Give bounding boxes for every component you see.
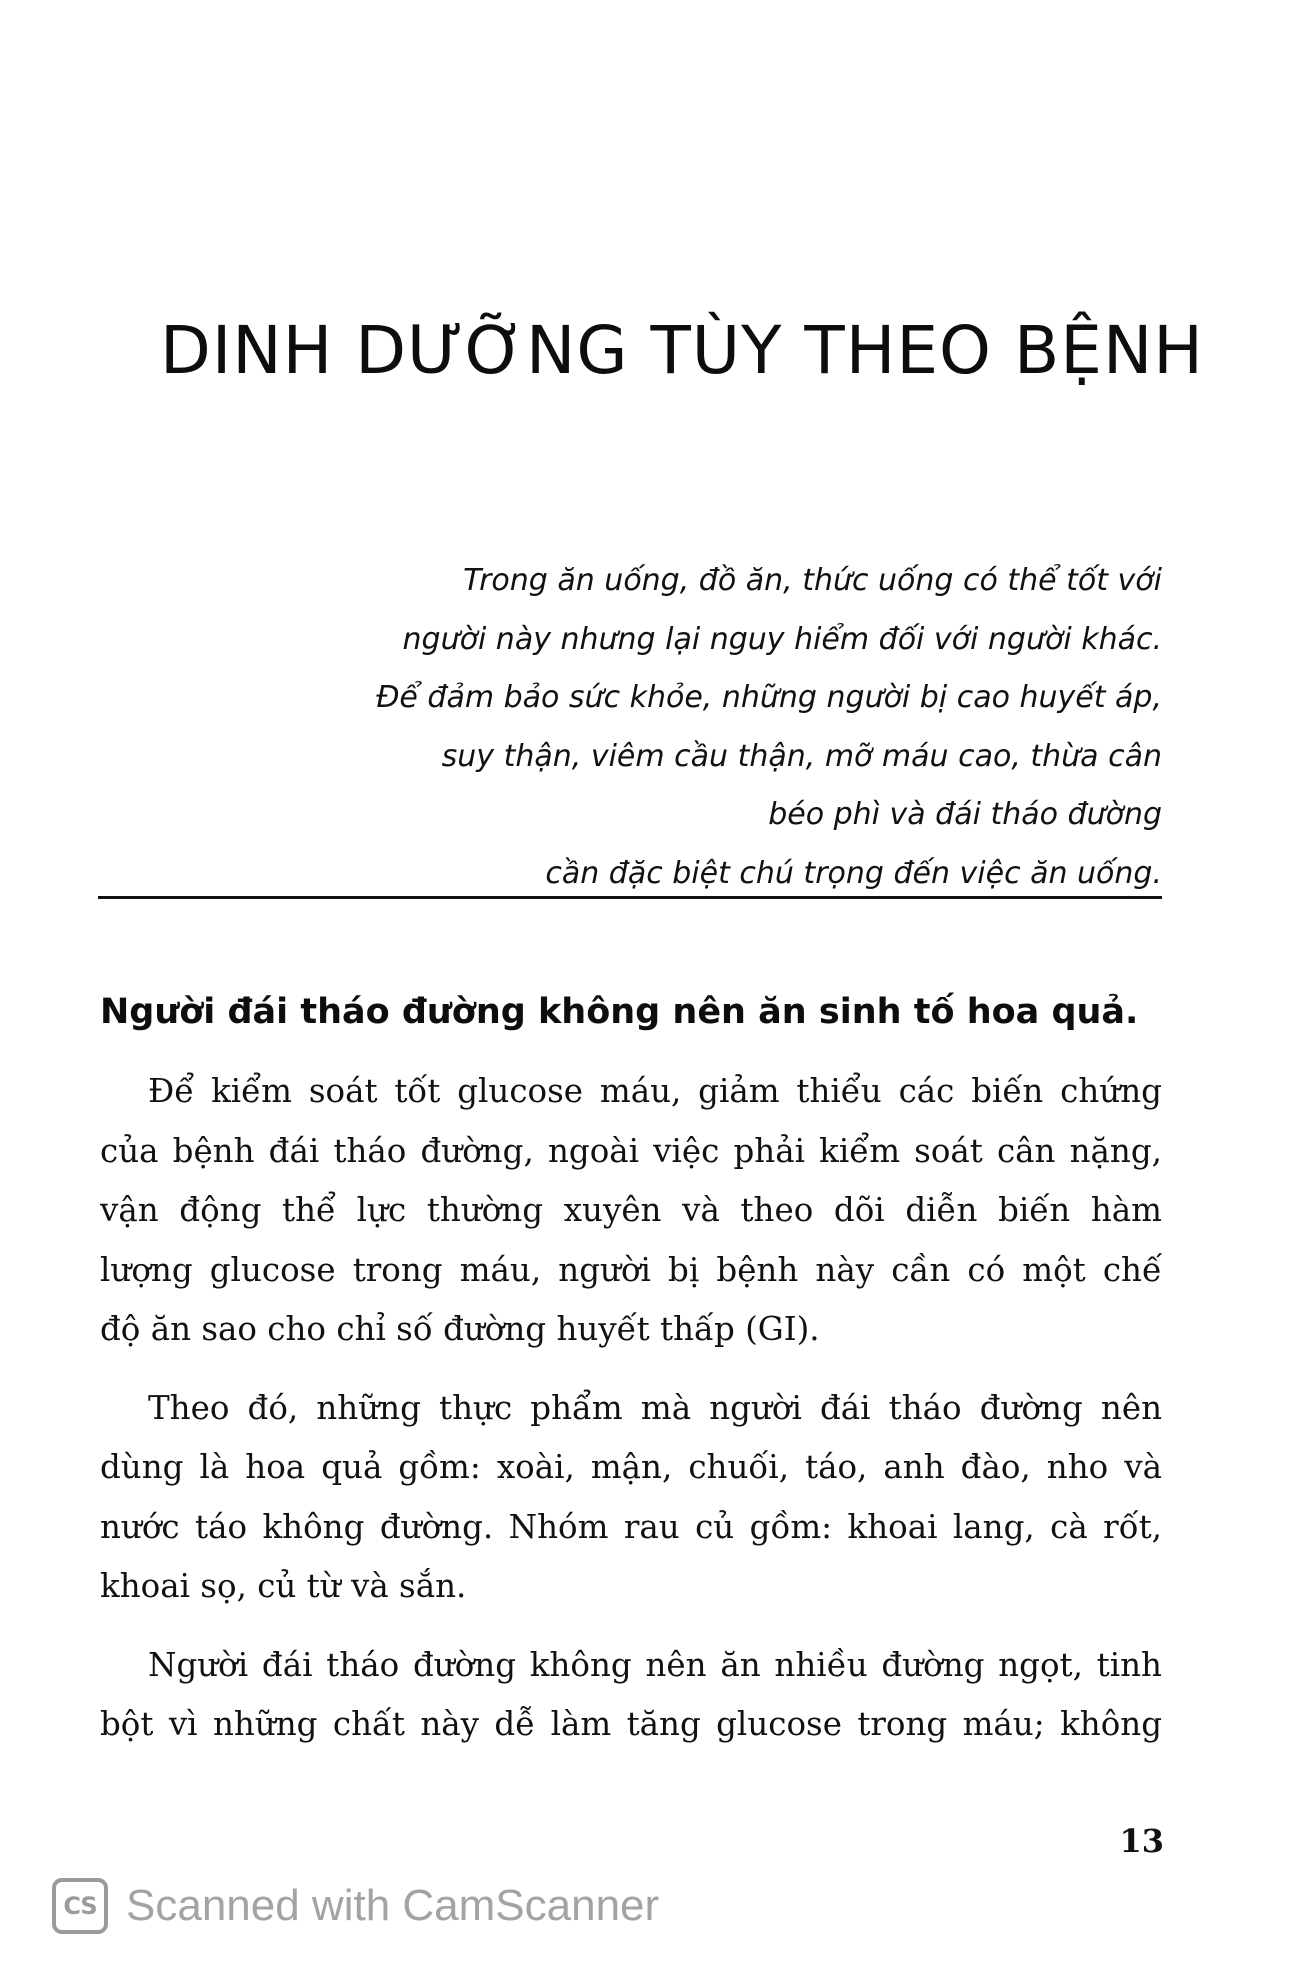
- paragraph-line: dùng là hoa quả gồm: xoài, mận, chuối, táo, anh đào, nho và: [100, 1448, 1162, 1486]
- chapter-title: DINH DƯỠNG TÙY THEO BỆNH: [160, 312, 1204, 389]
- watermark-text: Scanned with CamScanner: [126, 1881, 660, 1930]
- chapter-intro: [242, 552, 1162, 903]
- paragraph-line: nước táo không đường. Nhóm rau củ gồm: khoai lang, cà rốt,: [100, 1507, 1162, 1546]
- paragraph-line: của bệnh đái tháo đường, ngoài việc phải kiểm soát cân nặng,: [100, 1131, 1162, 1170]
- paragraph-line: lượng glucose trong máu, người bị bệnh này cần có một chế: [100, 1250, 1162, 1289]
- page-number: 13: [1119, 1822, 1164, 1860]
- paragraph-line: Người đái tháo đường không nên ăn nhiều đường ngọt, tinh: [148, 1645, 1162, 1684]
- intro-line: Trong ăn uống, đồ ăn, thức uống có thể tốt với: [463, 563, 1162, 598]
- scanner-watermark: [52, 1874, 659, 1938]
- section-heading: Người đái tháo đường không nên ăn sinh tố hoa quả.: [100, 992, 1139, 1032]
- camscanner-logo-icon: CS: [52, 1878, 108, 1934]
- paragraph-line: Theo đó, những thực phẩm mà người đái tháo đường nên: [148, 1388, 1162, 1427]
- paragraph-line: độ ăn sao cho chỉ số đường huyết thấp (GI).: [100, 1310, 820, 1348]
- intro-line: béo phì và đái tháo đường: [768, 797, 1162, 832]
- paragraph-line: bột vì những chất này dễ làm tăng glucose trong máu; không: [100, 1705, 1162, 1743]
- paragraph-line: vận động thể lực thường xuyên và theo dõi diễn biến hàm: [100, 1191, 1162, 1229]
- paragraph-line: Để kiểm soát tốt glucose máu, giảm thiểu các biến chứng: [148, 1072, 1162, 1110]
- section-divider: [98, 896, 1162, 899]
- body-text: [100, 1062, 1162, 1774]
- paragraph: [100, 1379, 1162, 1617]
- paragraph: [100, 1062, 1162, 1360]
- intro-line: Để đảm bảo sức khỏe, những người bị cao huyết áp,: [376, 680, 1162, 715]
- intro-line: suy thận, viêm cầu thận, mỡ máu cao, thừa cân: [441, 738, 1162, 774]
- intro-line: cần đặc biệt chú trọng đến việc ăn uống.: [545, 855, 1162, 891]
- intro-line: người này nhưng lại nguy hiểm đối với người khác.: [402, 621, 1162, 657]
- paragraph: [100, 1636, 1162, 1755]
- paragraph-line: khoai sọ, củ từ và sắn.: [100, 1567, 467, 1605]
